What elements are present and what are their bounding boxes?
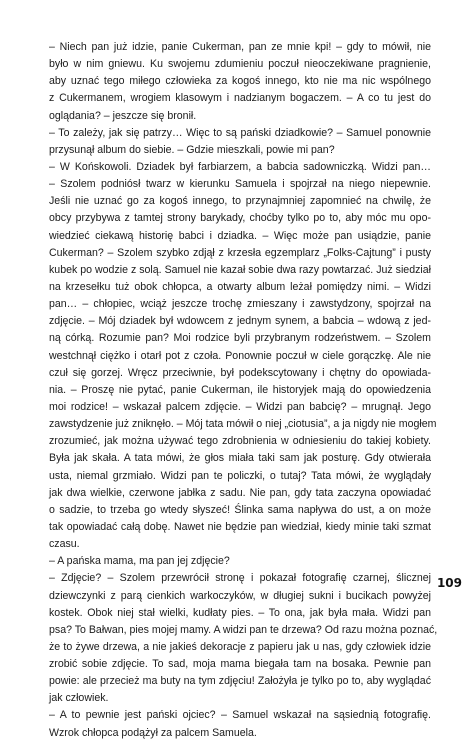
text-line: ną córką. Rozumie pan? Moi rodzice byli przybranym rodzeństwem. – Szolem: [49, 332, 431, 345]
text-line: – To zależy, jak się patrzy… Więc to są pański dziadkowie? – Samuel ponownie: [49, 126, 431, 139]
text-line: Wzrok chłopca podążył za palcem Samuela.: [49, 726, 257, 739]
text-line: – A pańska mama, ma pan jej zdjęcie?: [49, 555, 230, 568]
text-line: zdjęcie. – Mój dziadek był wdowcem z jednym synem, a babcia – wdową z jed-: [49, 315, 431, 328]
text-line: pan… – chłopiec, wciąż jeszcze trochę zmieszany i zawstydzony, spojrzał na: [49, 298, 431, 311]
text-line: dziewczynki z parą cienkich warkoczyków, w długiej sukni i bucikach powyżej: [49, 589, 431, 602]
text-line: westchnął ciężko i otarł pot z czoła. Ponownie poczuł w ciele gorączkę. Ale nie: [49, 349, 431, 362]
text-line: – Niech pan już idzie, panie Cukerman, pan ze mnie kpi! – gdy to mówił, nie: [49, 41, 431, 53]
text-line: jak dwa wielkie, czerwone jabłka z sadu. Nie pan, gdy tata zaczyna opowiadać: [49, 486, 431, 499]
text-line: – W Końskowoli. Dziadek był farbiarzem, a babcia sadowniczką. Widzi pan…: [49, 160, 431, 173]
text-line: powie: ale przecież ma buty na tym zdjęciu! Założyła je tylko po to, aby wyglądać: [49, 675, 431, 688]
text-line: jak człowiek.: [49, 692, 109, 705]
text-line: tak opowiadać całą dobę. Nawet nie będzie pan wiedział, kiedy minie taki szmat: [49, 520, 431, 533]
text-line: – Szolem podniósł twarz w kierunku Samuela i spojrzał na niego niepewnie.: [49, 178, 431, 191]
text-line: oglądania? – jeszcze się bronił.: [49, 109, 197, 122]
text-line: wiedzieć ciekawą historię babci i dziadka. – Więc może pan usiądzie, panie: [49, 229, 431, 242]
page-number: 109: [436, 576, 462, 590]
text-line: Cukerman? – Szolem szybko zdjął z krzesła egzemplarz „Folks-Cajtung” i pusty: [49, 246, 431, 259]
text-line: zrobić sobie zdjęcie. To sad, moja mama biegała tam na bosaka. Pewnie pan: [49, 658, 431, 671]
text-line: zawstydzenie już zniknęło. – Mój tata mówił o niej „ciotusia”, a ja nigdy nie mogłem: [49, 418, 437, 431]
text-line: obcy przybywa z tamtej strony barykady, choćby tylko po to, aby móc mu opo-: [49, 212, 431, 225]
body-text: [49, 39, 438, 742]
text-line: kostek. Obok niej stał wielki, kudłaty pies. – To ona, jak była mała. Widzi pan: [49, 606, 431, 619]
text-line: Była jak skała. A tata mówi, że głos miała taki sam jak posturę. Gdy otwierała: [49, 452, 431, 465]
text-line: z Cukermanem, wrogiem klasowym i nadzianym bogaczem. – A co tu jest do: [49, 92, 431, 105]
text-line: psa? To Bałwan, pies mojej mamy. A widzi pan te drzewa? Od razu można poznać,: [49, 623, 438, 636]
text-line: czasu.: [49, 538, 80, 551]
text-line: czuł się gorzej. Wręcz przeciwnie, był podekscytowany i chętny do opowiada-: [49, 366, 431, 379]
text-line: na krzesełku tuż obok chłopca, a otwarty album leżał pomiędzy nimi. – Widzi: [49, 280, 431, 293]
text-line: – A to pewnie jest pański ojciec? – Samuel wskazał na sąsiednią fotografię.: [49, 709, 431, 722]
text-line: przysunął album do siebie. – Gdzie mieszkali, powie mi pan?: [49, 143, 335, 156]
text-line: o sadzie, to trzeba go wtedy słyszeć! Ślinka sama napływa do ust, a on może: [49, 503, 431, 516]
text-line: było w nim gniewu. Ku swojemu zdumieniu poczuł nieoczekiwane pragnienie,: [49, 58, 431, 71]
text-line: Jeśli nie uznać go za kogoś innego, to przynajmniej zapomnieć na chwilę, że: [49, 195, 431, 208]
text-line: że to żywe drzewa, a nie jakieś dekoracje z papieru jak u nas, gdy człowiek idzie: [49, 640, 431, 653]
text-line: usta, niemal grzmiało. Widzi pan te policzki, o tutaj? Tata mówi, że wyglądały: [49, 469, 431, 482]
text-line: moi rodzice! – wskazał palcem zdjęcie. – Widzi pan babcię? – mrugnął. Jego: [49, 400, 431, 413]
text-line: – Zdjęcie? – Szolem przewrócił stronę i pokazał fotografię czarnej, ślicznej: [49, 572, 431, 585]
text-line: kubek po wodzie z solą. Samuel nie kazał sobie dwa razy powtarzać. Już siedział: [49, 263, 431, 276]
text-line: zrozumieć, jak można używać tego zdrobnienia w odniesieniu do takiej kobiety.: [49, 435, 431, 448]
text-line: nia. – Proszę nie pytać, panie Cukerman, ile historyjek mają do opowiedzenia: [49, 383, 431, 396]
text-line: aby uznać tego miłego człowieka za kogoś innego, kto nie ma nic wspólnego: [49, 75, 431, 88]
